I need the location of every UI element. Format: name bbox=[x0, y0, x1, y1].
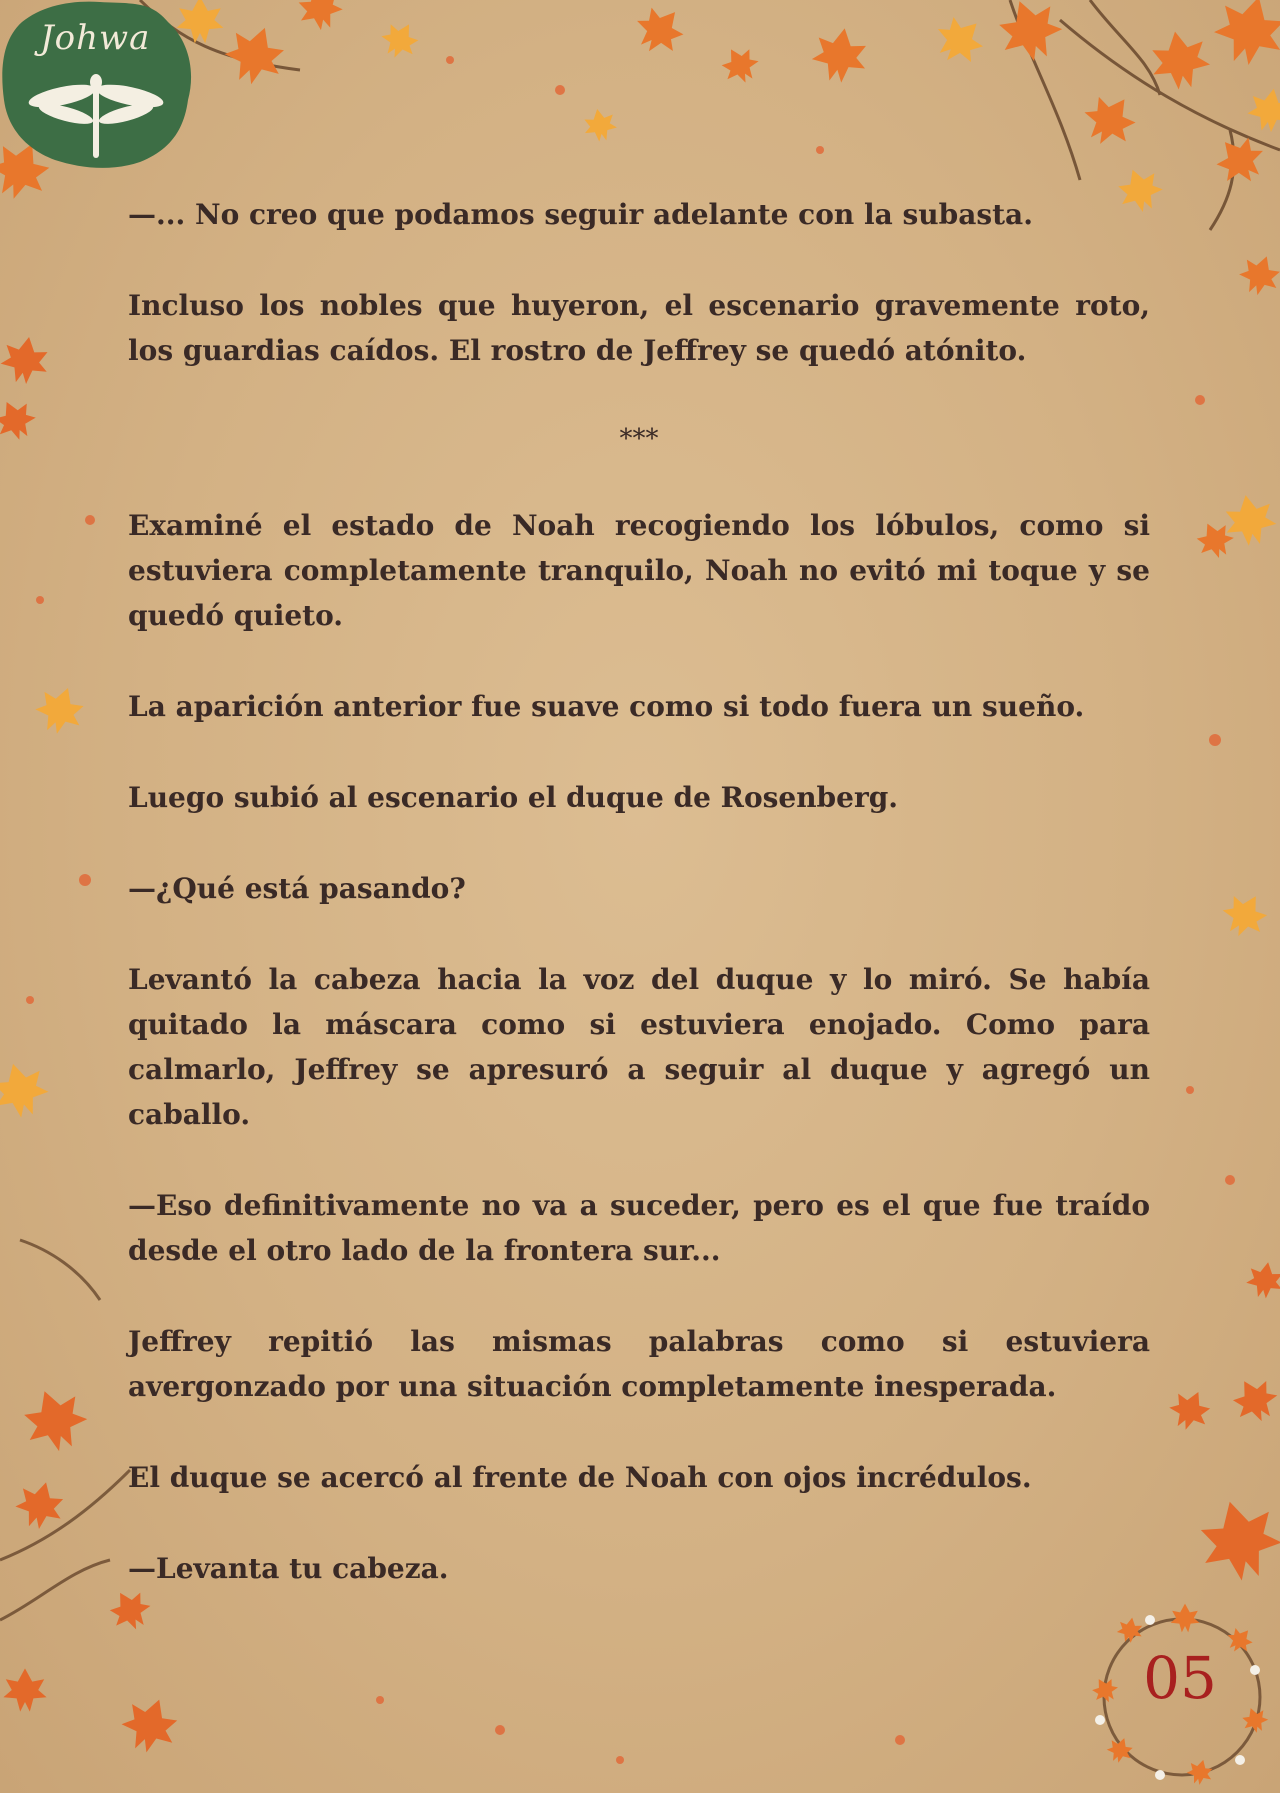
page-number: 05 bbox=[1143, 1644, 1217, 1712]
paragraph: Incluso los nobles que huyeron, el escenario gravemente roto, los guardias caídos. El rostro de Jeffrey se quedó atónito. bbox=[128, 289, 1150, 367]
logo-text: Johwa bbox=[40, 18, 151, 58]
paragraph: —Levanta tu cabeza. bbox=[128, 1552, 449, 1585]
paragraph: —Eso definitivamente no va a suceder, pero es el que fue traído desde el otro lado de la frontera sur... bbox=[128, 1189, 1150, 1267]
paragraph: Levantó la cabeza hacia la voz del duque y lo miró. Se había quitado la máscara como si estuviera enojado. Como para calmarlo, Jeffrey se apresuró a seguir al duque y agregó un caballo. bbox=[128, 963, 1150, 1131]
story-text bbox=[128, 192, 1150, 1637]
paragraph: Luego subió al escenario el duque de Rosenberg. bbox=[128, 781, 899, 814]
paragraph: La aparición anterior fue suave como si todo fuera un sueño. bbox=[128, 690, 1085, 723]
paragraph: Jeffrey repitió las mismas palabras como si estuviera avergonzado por una situación completamente inesperada. bbox=[128, 1325, 1150, 1403]
paragraph: Examiné el estado de Noah recogiendo los lóbulos, como si estuviera completamente tranquilo, Noah no evitó mi toque y se quedó quieto. bbox=[128, 509, 1150, 632]
paragraph: —... No creo que podamos seguir adelante con la subasta. bbox=[128, 198, 1033, 231]
scene-separator: *** bbox=[619, 424, 659, 454]
paragraph: El duque se acercó al frente de Noah con ojos incrédulos. bbox=[128, 1461, 1032, 1494]
paragraph: —¿Qué está pasando? bbox=[128, 872, 466, 905]
